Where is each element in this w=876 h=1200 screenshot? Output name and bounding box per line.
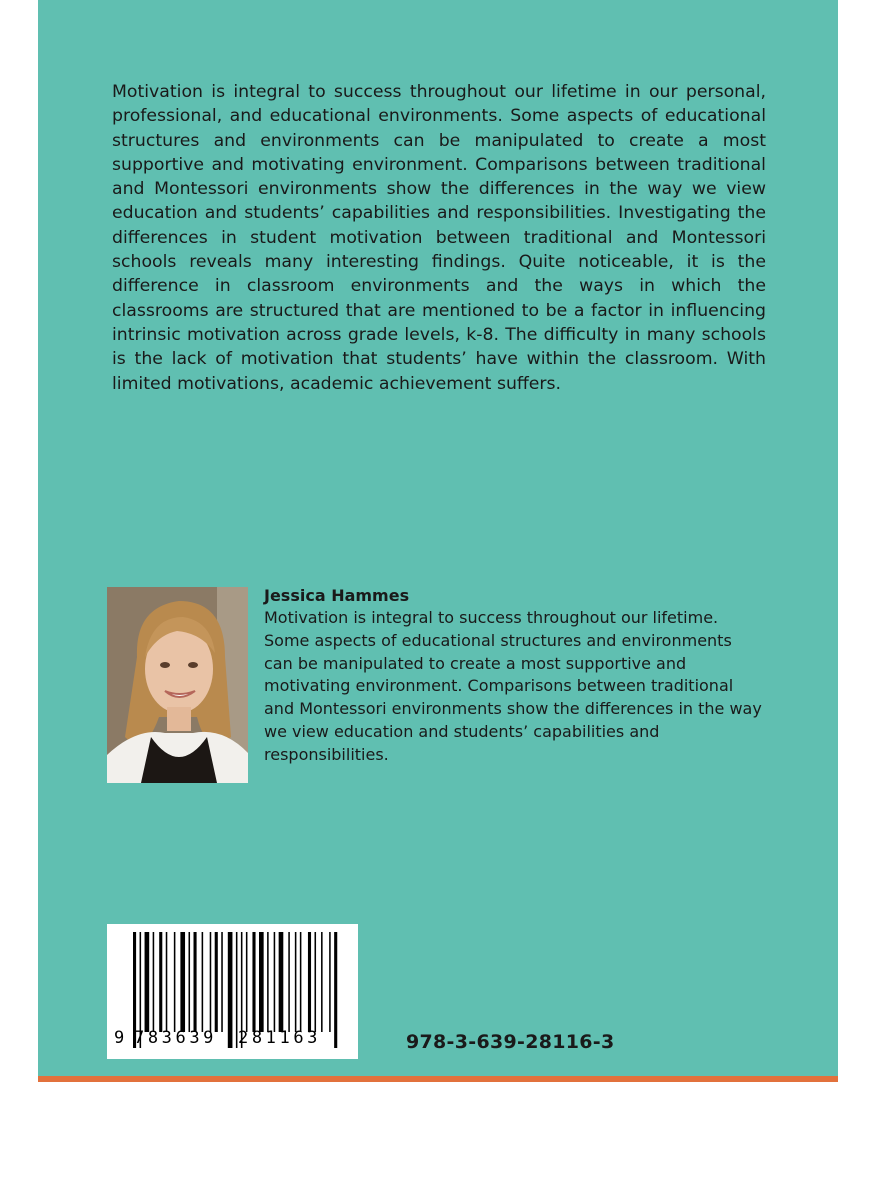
barcode-bar (252, 932, 255, 1032)
barcode-bar (279, 932, 284, 1032)
orange-divider (38, 1076, 838, 1082)
barcode-bar (300, 932, 302, 1032)
barcode-bar (215, 932, 218, 1032)
barcode-bar (210, 932, 212, 1032)
barcode-bar (267, 932, 269, 1032)
barcode-bar (189, 932, 191, 1032)
barcode-bar (228, 932, 233, 1048)
barcode-bar (295, 932, 297, 1032)
barcode-bar (180, 932, 185, 1032)
barcode-bar (329, 932, 331, 1032)
author-name: Jessica Hammes (264, 586, 410, 605)
barcode-bar (288, 932, 290, 1032)
barcode-bar (194, 932, 197, 1032)
barcode-bar (315, 932, 317, 1032)
book-blurb: Motivation is integral to success throughout our lifetime in our personal, professional, and educational environments. Some aspects of educational structures and environments can be manipulated to create a most supportive and motivating environment. Comparisons between traditional and Montessori environments show the differences in the way we view education and students’ capabilities and responsibilities. Investigating the differences in student motivation between traditional and Montessori schools reveals many interesting findings. Quite noticeable, it is the difference in classroom environments and the ways in which the classrooms are structured that are mentioned to be a factor in influencing intrinsic motivation across grade levels, k-8. The difficulty in many schools is the lack of motivation that students’ have within the classroom. With limited motivations, academic achievement suffers. (112, 82, 766, 394)
author-portrait-image (107, 587, 248, 783)
barcode-bar (202, 932, 204, 1032)
barcode-bar (153, 932, 155, 1032)
barcode-bar (159, 932, 162, 1032)
barcode-bar (246, 932, 248, 1032)
barcode-bar (145, 932, 150, 1032)
barcode-left-group: 783639 (134, 1028, 218, 1048)
barcode-bar (174, 932, 176, 1032)
barcode-bar (321, 932, 323, 1032)
barcode-lead-digit: 9 (114, 1028, 125, 1048)
barcode-bar (259, 932, 264, 1032)
isbn-number: 978-3-639-28116-3 (406, 1031, 615, 1053)
barcode-bar (334, 932, 337, 1048)
barcode-bar (308, 932, 311, 1032)
author-photo (107, 587, 248, 783)
barcode-bar (221, 932, 223, 1032)
barcode-bar (166, 932, 168, 1032)
author-bio: Motivation is integral to success throughout our lifetime. Some aspects of educational structures and environments can be manipulated to create a most supportive and motivating environment. Comparisons between traditional and Montessori environments show the differences in the way we view education and students’ capabilities and responsibilities. (264, 608, 762, 764)
barcode-bar (274, 932, 276, 1032)
barcode-right-group: 281163 (238, 1028, 322, 1048)
barcode (107, 924, 358, 1059)
